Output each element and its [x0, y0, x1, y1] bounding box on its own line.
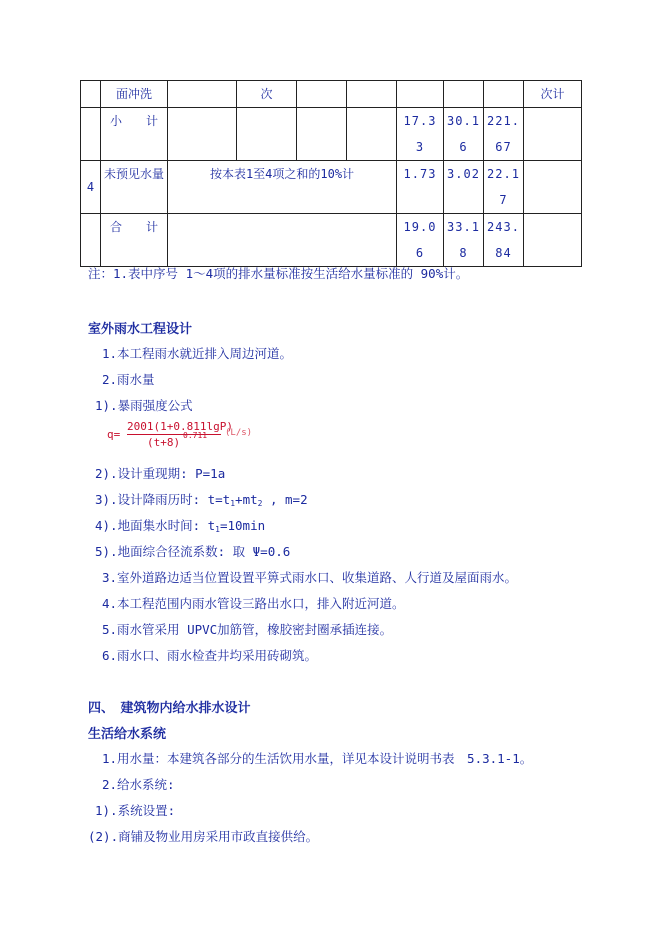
formula-unit: (L/s): [225, 428, 253, 438]
total-label: 合 计: [101, 214, 168, 267]
section4-subheading: 生活给水系统: [88, 727, 167, 742]
cell: 次计: [524, 81, 582, 108]
cell: 面冲洗: [101, 81, 168, 108]
subtotal-value-3: 221. 67: [484, 108, 524, 161]
total-value-1: 19.0 6: [397, 214, 444, 267]
rain-line-3: 1).暴雨强度公式: [95, 398, 193, 413]
cell: [347, 81, 397, 108]
formula-numerator: 2001(1+0.811lgP): [127, 420, 233, 433]
cell: [297, 108, 347, 161]
cell: [524, 161, 582, 214]
cell: [168, 81, 237, 108]
unforeseen-label: 未预见水量: [101, 161, 168, 214]
unforeseen-value-2: 3.02: [444, 161, 484, 214]
unforeseen-value-3: 22.1 7: [484, 161, 524, 214]
cell: [237, 108, 297, 161]
storm-intensity-formula: [107, 420, 267, 454]
table-row: [81, 81, 582, 108]
cell: [168, 214, 397, 267]
row-index: 4: [81, 161, 101, 214]
rain-line-5: 3).设计降雨历时: $t=t_1+mt_2$ , m=2: [95, 492, 308, 508]
rain-line-9: 4.本工程范围内雨水管设三路出水口，排入附近河道。: [102, 596, 405, 611]
section4-line-3: 1).系统设置:: [95, 803, 176, 818]
formula-lhs: q=: [107, 428, 121, 441]
total-value-2: 33.1 8: [444, 214, 484, 267]
section4-line-1: 1.用水量：本建筑各部分的生活饮用水量，详见本设计说明书表 5.3.1-1。: [102, 751, 533, 766]
unforeseen-value-1: 1.73: [397, 161, 444, 214]
rain-line-11: 6.雨水口、雨水检查井均采用砖砌筑。: [102, 648, 318, 663]
table-note: 注：1.表中序号 1～4项的排水量标准按生活给水量标准的 90%计。: [88, 266, 469, 281]
table-row: [81, 108, 582, 161]
total-value-3: 243. 84: [484, 214, 524, 267]
subtotal-label: 小 计: [101, 108, 168, 161]
rain-line-2: 2.雨水量: [102, 372, 155, 387]
rain-line-7: 5).地面综合径流系数: 取 Ψ=0.6: [95, 544, 291, 559]
cell: 次: [237, 81, 297, 108]
cell: [484, 81, 524, 108]
rain-line-1: 1.本工程雨水就近排入周边河道。: [102, 346, 293, 361]
rain-line-4: 2).设计重现期: P=1a: [95, 466, 226, 481]
formula-exponent: 0.711: [183, 431, 208, 440]
subtotal-value-1: 17.3 3: [397, 108, 444, 161]
subtotal-value-2: 30.1 6: [444, 108, 484, 161]
cell: [81, 214, 101, 267]
section4-line-4: (2).商铺及物业用房采用市政直接供给。: [88, 829, 319, 844]
cell: [297, 81, 347, 108]
section4-line-2: 2.给水系统:: [102, 777, 175, 792]
cell: [168, 108, 237, 161]
cell: [81, 108, 101, 161]
section4-heading: 四、 建筑物内给水排水设计: [88, 701, 251, 716]
table-row: [81, 161, 582, 214]
cell: [347, 108, 397, 161]
rain-line-6: 4).地面集水时间: $t_1=10\min$: [95, 518, 266, 534]
formula-denominator: (t+8): [147, 436, 181, 449]
rain-heading: 室外雨水工程设计: [88, 322, 193, 337]
rain-line-10: 5.雨水管采用 UPVC加筋管，橡胶密封圈承插连接。: [102, 622, 393, 637]
unforeseen-desc: 按本表1至4项之和的10%计: [168, 161, 397, 214]
cell: [444, 81, 484, 108]
cell: [524, 108, 582, 161]
cell: [81, 81, 101, 108]
cell: [397, 81, 444, 108]
water-usage-table: [80, 80, 582, 267]
rain-line-8: 3.室外道路边适当位置设置平箅式雨水口、收集道路、人行道及屋面雨水。: [102, 570, 518, 585]
table-row: [81, 214, 582, 267]
cell: [524, 214, 582, 267]
